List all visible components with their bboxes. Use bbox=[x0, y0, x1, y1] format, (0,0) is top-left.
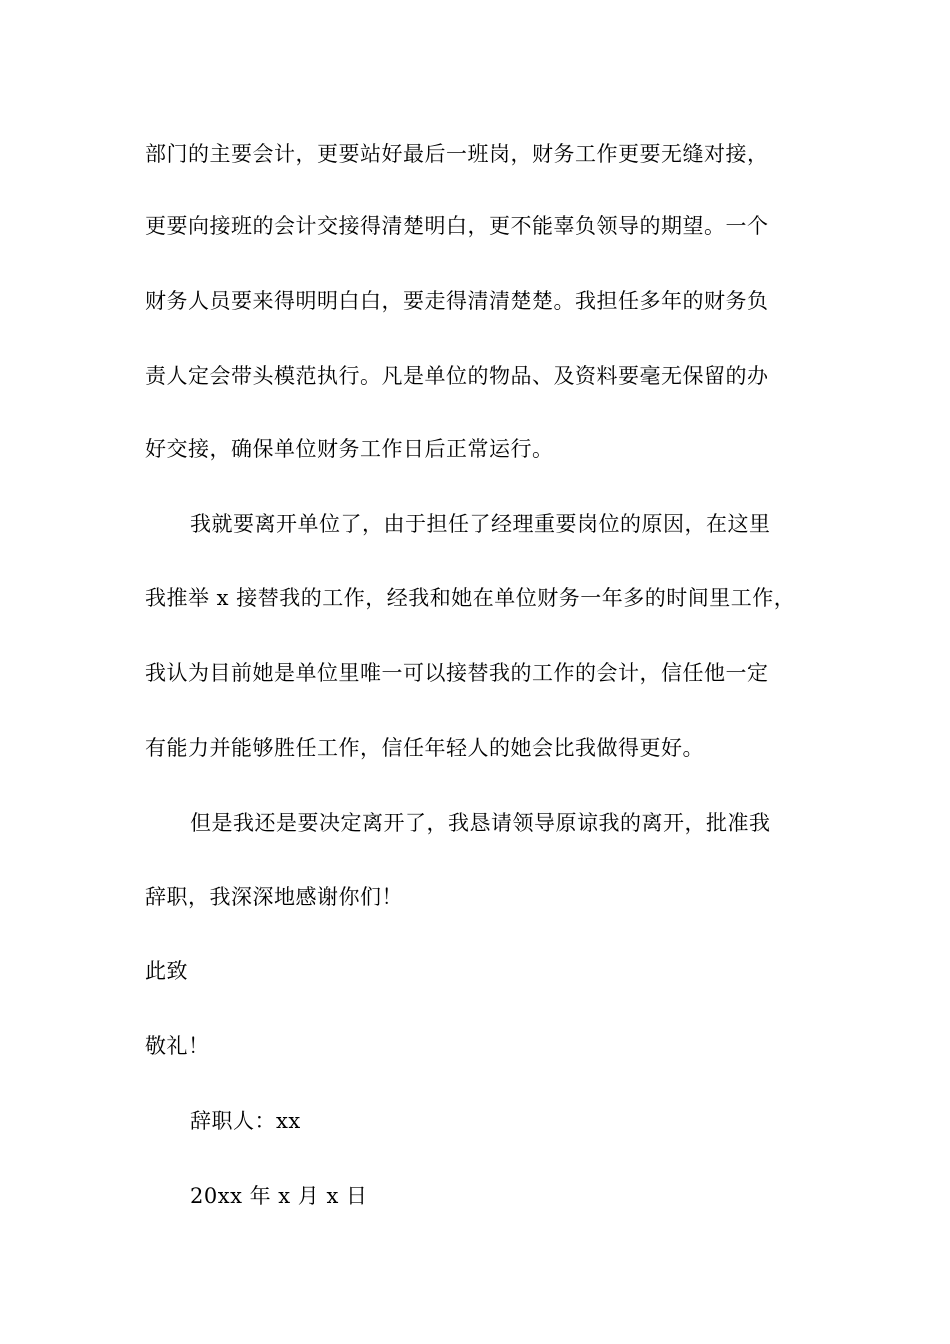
paragraph-line: 我就要离开单位了，由于担任了经理重要岗位的原因，在这里 bbox=[190, 512, 771, 536]
paragraph-line: 部门的主要会计，更要站好最后一班岗，财务工作更要无缝对接， bbox=[145, 142, 769, 166]
closing-regards: 敬礼！ bbox=[145, 1034, 210, 1058]
paragraph-line: 财务人员要来得明明白白，要走得清清楚楚。我担任多年的财务负 bbox=[145, 289, 769, 313]
paragraph-line: 更要向接班的会计交接得清楚明白，更不能辜负领导的期望。一个 bbox=[145, 214, 769, 238]
paragraph-line: 责人定会带头模范执行。凡是单位的物品、及资料要毫无保留的办 bbox=[145, 364, 769, 388]
paragraph-line: 我认为目前她是单位里唯一可以接替我的工作的会计，信任他一定 bbox=[145, 661, 769, 685]
signature-date: 20xx 年 x 月 x 日 bbox=[190, 1184, 368, 1208]
paragraph-line: 辞职，我深深地感谢你们！ bbox=[145, 885, 403, 909]
paragraph-line: 但是我还是要决定离开了，我恳请领导原谅我的离开，批准我 bbox=[190, 811, 771, 835]
paragraph-line: 好交接，确保单位财务工作日后正常运行。 bbox=[145, 437, 554, 461]
paragraph-line: 我推举 x 接替我的工作，经我和她在单位财务一年多的时间里工作， bbox=[145, 586, 796, 610]
signature-name: 辞职人：xx bbox=[190, 1109, 301, 1133]
closing-salutation: 此致 bbox=[145, 959, 188, 983]
paragraph-line: 有能力并能够胜任工作，信任年轻人的她会比我做得更好。 bbox=[145, 736, 704, 760]
